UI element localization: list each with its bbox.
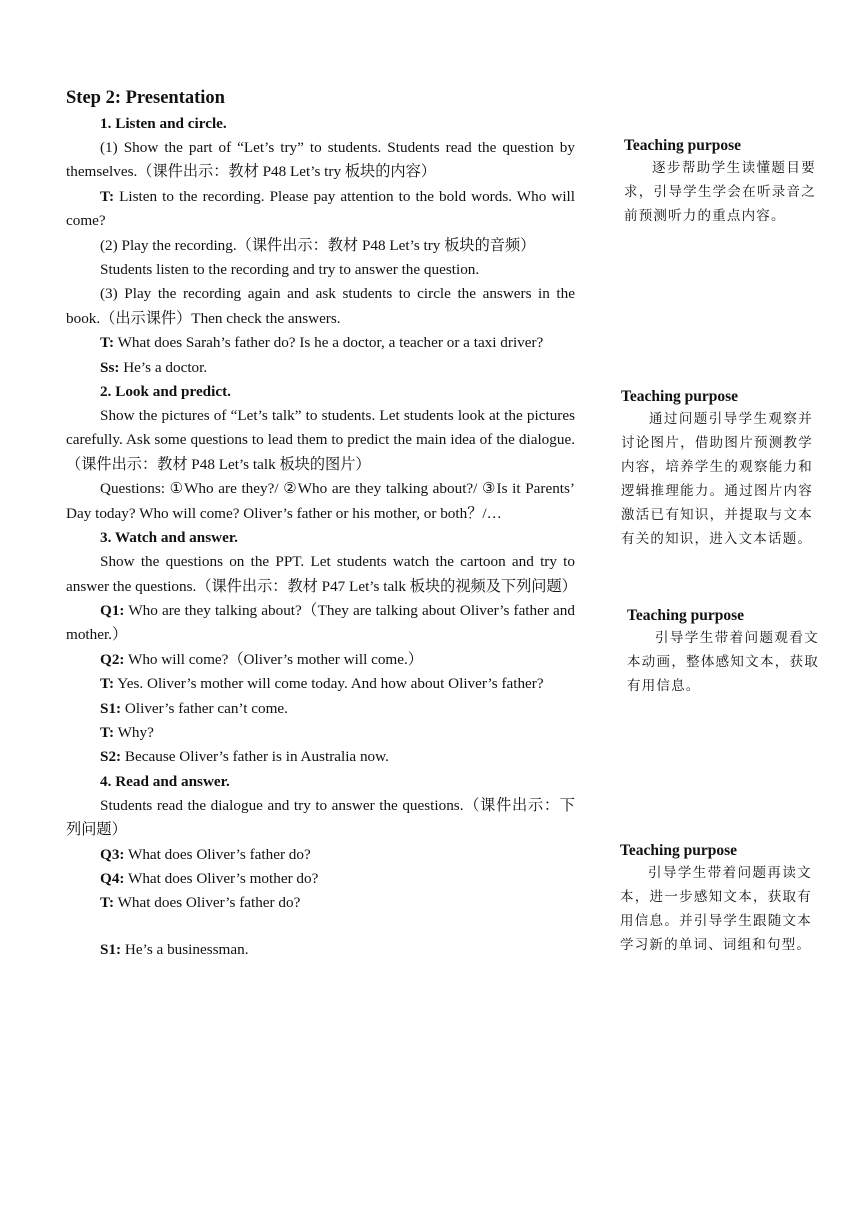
blank-line xyxy=(66,916,575,938)
note-title: Teaching purpose xyxy=(620,842,737,859)
paragraph-text: Questions: ①Who are they?/ ②Who are they talking about?/ ③Is it Parents’ Day today? Who will come? Oliver’s father or his mother, or both？/… xyxy=(66,480,575,522)
speaker-label: Q4: xyxy=(100,869,125,887)
speaker-label: Q1: xyxy=(100,601,125,619)
paragraph xyxy=(66,745,575,769)
paragraph-text: Who are they talking about?（They are talking about Oliver’s father and mother.） xyxy=(66,601,575,644)
paragraph xyxy=(66,721,575,745)
paragraph xyxy=(66,185,575,234)
speaker-label: T: xyxy=(100,334,115,352)
paragraph-text: Who will come?（Oliver’s mother will come.） xyxy=(124,650,423,668)
speaker-label: S1: xyxy=(100,940,122,958)
paragraph-text: Students read the dialogue and try to answer the questions.（课件出示：下列问题） xyxy=(66,796,575,839)
paragraph xyxy=(66,794,575,843)
speaker-label: T: xyxy=(100,187,115,205)
teaching-purpose-note-1 xyxy=(624,136,816,228)
paragraph-text: Students listen to the recording and try to answer the question. xyxy=(100,261,480,279)
paragraph xyxy=(66,234,575,258)
speaker-label: Q3: xyxy=(100,845,125,863)
paragraph xyxy=(66,258,575,282)
paragraph-text: Oliver’s father can’t come. xyxy=(121,699,288,717)
paragraph-text: Show the pictures of “Let’s talk” to students. Let students look at the pictures carefully. Ask some questions to lead them to predict the main idea of the dialogue.（课件出示：教材 P48 Let’s talk 板块的图片） xyxy=(66,407,575,473)
teaching-purpose-note-2 xyxy=(621,387,813,551)
paragraph xyxy=(66,938,575,962)
paragraph xyxy=(66,331,575,355)
section-title: 1. Listen and circle. xyxy=(100,115,227,132)
step-heading: Step 2: Presentation xyxy=(66,88,225,108)
paragraph-text: What does Oliver’s father do? xyxy=(124,845,311,863)
note-text: 引导学生带着问题观看文本动画，整体感知文本，获取有用信息。 xyxy=(627,630,819,694)
paragraph xyxy=(66,136,575,185)
paragraph-text: Yes. Oliver’s mother will come today. And how about Oliver’s father? xyxy=(114,675,544,693)
section-title: 2. Look and predict. xyxy=(100,383,231,401)
paragraph xyxy=(66,891,575,915)
teaching-purpose-note-3 xyxy=(627,606,819,698)
speaker-label: Q2: xyxy=(100,650,125,668)
section-title: 4. Read and answer. xyxy=(100,772,230,790)
paragraph xyxy=(66,550,575,599)
paragraph-text: Show the questions on the PPT. Let students watch the cartoon and try to answer the questions.（课件出示：教材 P47 Let’s talk 板块的视频及下列问题） xyxy=(66,553,577,595)
note-title: Teaching purpose xyxy=(627,607,744,624)
sections xyxy=(66,112,575,962)
paragraph-text: What does Sarah’s father do? Is he a doctor, a teacher or a taxi driver? xyxy=(114,334,544,352)
section-title: 3. Watch and answer. xyxy=(100,529,238,547)
note-title: Teaching purpose xyxy=(624,137,741,154)
paragraph-text: (2) Play the recording.（课件出示：教材 P48 Let’s try 板块的音频） xyxy=(100,236,536,254)
speaker-label: S2: xyxy=(100,748,122,766)
paragraph xyxy=(66,867,575,891)
note-text: 逐步帮助学生读懂题目要求，引导学生学会在听录音之前预测听力的重点内容。 xyxy=(624,160,816,224)
paragraph-text: Why? xyxy=(114,723,154,741)
speaker-label: Ss: xyxy=(100,358,120,376)
paragraph-text: (3) Play the recording again and ask students to circle the answers in the book.（出示课件）Then check the answers. xyxy=(66,285,575,327)
paragraph xyxy=(66,477,575,526)
main-column xyxy=(66,86,575,962)
paragraph xyxy=(66,282,575,331)
paragraph-text: He’s a doctor. xyxy=(119,358,208,376)
paragraph xyxy=(66,843,575,867)
paragraph xyxy=(66,672,575,696)
paragraph xyxy=(66,599,575,648)
speaker-label: T: xyxy=(100,675,115,693)
speaker-label: T: xyxy=(100,723,115,741)
teaching-purpose-note-4 xyxy=(620,841,812,957)
note-text: 通过问题引导学生观察并讨论图片，借助图片预测教学内容，培养学生的观察能力和逻辑推理能力。通过图片内容激活已有知识，并提取与文本有关的知识，进入文本话题。 xyxy=(621,411,813,547)
paragraph-text: What does Oliver’s mother do? xyxy=(124,869,319,887)
paragraph-text: Listen to the recording. Please pay attention to the bold words. Who will come? xyxy=(66,187,575,230)
note-title: Teaching purpose xyxy=(621,388,738,405)
paragraph xyxy=(66,697,575,721)
paragraph-text: What does Oliver’s father do? xyxy=(114,894,301,912)
paragraph-text: Because Oliver’s father is in Australia now. xyxy=(121,748,389,766)
note-text: 引导学生带着问题再读文本，进一步感知文本，获取有用信息。并引导学生跟随文本学习新的单词、词组和句型。 xyxy=(620,865,812,953)
speaker-label: S1: xyxy=(100,699,122,717)
paragraph xyxy=(66,648,575,672)
paragraph xyxy=(66,404,575,477)
paragraph xyxy=(66,356,575,380)
speaker-label: T: xyxy=(100,894,115,912)
paragraph-text: He’s a businessman. xyxy=(121,940,249,958)
paragraph-text: (1) Show the part of “Let’s try” to students. Students read the question by themselves.（课件出示：教材 P48 Let’s try 板块的内容） xyxy=(66,139,575,181)
